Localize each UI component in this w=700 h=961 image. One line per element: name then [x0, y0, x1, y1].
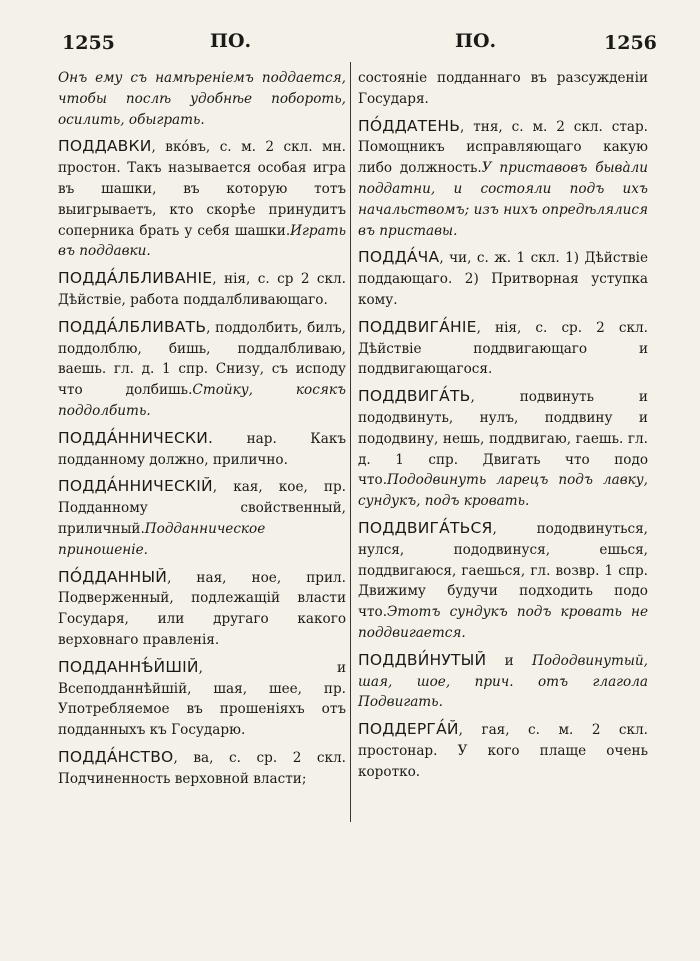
entry-definition: , ная, ное, прил. Подверженный, подлежащій власти Государя, или другаго какого верховнаго правленія. — [58, 569, 346, 648]
dictionary-entry — [58, 476, 346, 560]
entry-example: Стойку, косякъ поддолбить. — [58, 382, 346, 419]
entry-definition: , чи, с. ж. 1 скл. 1) Дѣйствіе поддающаго. 2) Притворная уступка кому. — [358, 250, 648, 308]
entry-definition: , и Всеподданнѣйшій, шая, шее, пр. Употребляемое въ прошеніяхъ отъ подданныхъ къ Государю. — [58, 659, 346, 739]
entry-definition: , гая, с. м. 2 скл. простонар. У кого плаще очень коротко. — [358, 722, 648, 780]
dictionary-entry — [358, 386, 648, 512]
dictionary-entry — [358, 719, 648, 782]
entry-headword: ПОДДЕРГА́Й — [358, 720, 459, 739]
entry-headword: ПОДДА́ННИЧЕСКИ. — [58, 428, 214, 447]
entry-headword: ПОДДВИГА́ТЬ — [358, 387, 471, 406]
entry-definition: , нія, с. ср. 2 скл. Дѣйствіе поддвигающаго и поддвигающагося. — [358, 319, 648, 378]
entry-definition: , ва, с. ср. 2 скл. Подчиненность верховной власти; — [58, 749, 346, 787]
entry-example: Пододвинуть ларецъ подъ лавку, сундукъ, подъ кровать. — [358, 472, 648, 510]
entry-example: Пододвинутый, шая, шое, прич. отъ глагола Подвигать. — [358, 652, 648, 711]
page-header — [0, 30, 700, 66]
entry-headword: ПОДДА́ЛБЛИВАТЬ — [58, 317, 207, 336]
entry-headword: ПО́ДДАННЫЙ — [58, 567, 168, 586]
entry-headword: ПО́ДДАТЕНЬ — [358, 116, 461, 135]
entry-definition: и — [486, 652, 532, 669]
entry-definition: , вкóвъ, с. м. 2 скл. мн. простон. Такъ называется особая игра въ шашки, въ которую тотъ выигрываетъ, кто скорѣе принудитъ соперника брать у себя шашки. — [58, 139, 346, 239]
entry-headword: ПОДДВИ́НУТЫЙ — [358, 650, 487, 669]
entry-headword: ПОДДА́ЛБЛИВАНІЕ — [58, 269, 213, 288]
entry-definition: , подвинуть и пододвинуть, нулъ, поддвину и пододвину, нешь, поддвигаю, гаешь. гл. д. 1 спр. Двигать что подо что. — [358, 389, 648, 489]
dictionary-entry — [58, 317, 346, 422]
entry-definition: , пододвинуться, нулся, пододвинуся, ешься, поддвигаюся, гаешься, гл. возвр. 1 спр. Движиму будучи подходить подо что. — [358, 520, 648, 621]
dictionary-entry — [58, 68, 346, 130]
entry-headword: ПОДДА́ННИЧЕСКІЙ — [58, 477, 213, 496]
entry-headword: ПОДДА́ЧА — [358, 248, 440, 267]
entry-headword: ПОДДВИГА́НІЕ — [358, 317, 477, 336]
dictionary-entry — [358, 317, 648, 380]
dictionary-entry — [58, 428, 346, 471]
entry-definition: , кая, кое, пр. Подданному свойственный, приличный. — [58, 479, 346, 537]
left-column — [58, 68, 346, 796]
entry-definition: , нія, с. ср 2 скл. Дѣйствіе, работа поддалбливающаго. — [58, 271, 346, 308]
entry-example: У приставовъ быва̀ли поддатни, и состояли подъ ихъ начальствомъ; изъ нихъ опредѣлялися въ приставы. — [358, 160, 648, 239]
page-number-right: 1256 — [604, 32, 657, 54]
right-column — [358, 68, 648, 789]
page-number-left: 1255 — [62, 32, 115, 54]
running-head-right: ПО. — [455, 30, 497, 52]
entry-headword: ПОДДАВКИ — [58, 137, 152, 156]
column-divider — [350, 62, 351, 822]
entry-definition: , поддолбить, билъ, поддолблю, бишь, поддалбливаю, ваешь. гл. д. 1 спр. Снизу, съ исподу что долбишь. — [58, 319, 346, 399]
entry-example: Этотъ сундукъ подъ кровать не поддвигается. — [358, 604, 648, 641]
entry-definition: нар. Какъ подданному должно, прилично. — [58, 430, 346, 468]
dictionary-entry — [358, 247, 648, 310]
dictionary-entry — [358, 68, 648, 110]
dictionary-entry — [358, 518, 648, 644]
dictionary-entry — [358, 650, 648, 713]
dictionary-entry — [58, 747, 346, 790]
dictionary-entry — [58, 567, 346, 651]
dictionary-entry — [58, 268, 346, 311]
entry-example: Подданническое приношеніе. — [58, 520, 266, 558]
entry-headword: ПОДДА́НСТВО — [58, 747, 174, 766]
entry-headword: ПОДДАННѢ́ЙШІЙ — [58, 657, 199, 676]
entry-definition: состояніе подданнаго въ разсужденіи Государя. — [358, 70, 648, 107]
dictionary-entry — [358, 116, 648, 242]
entry-definition: , тня, с. м. 2 скл. стар. Помощникъ исправляющаго какую либо должность. — [358, 118, 648, 177]
dictionary-entry — [58, 136, 346, 262]
entry-example: Онъ ему съ намѣреніемъ поддается, чтобы послѣ удобнѣе побороть, осилить, обыграть. — [58, 70, 346, 128]
entry-example: Играть въ поддавки. — [58, 222, 346, 260]
running-head-left: ПО. — [210, 30, 252, 52]
dictionary-entry — [58, 657, 346, 741]
entry-headword: ПОДДВИГА́ТЬСЯ — [358, 518, 493, 537]
